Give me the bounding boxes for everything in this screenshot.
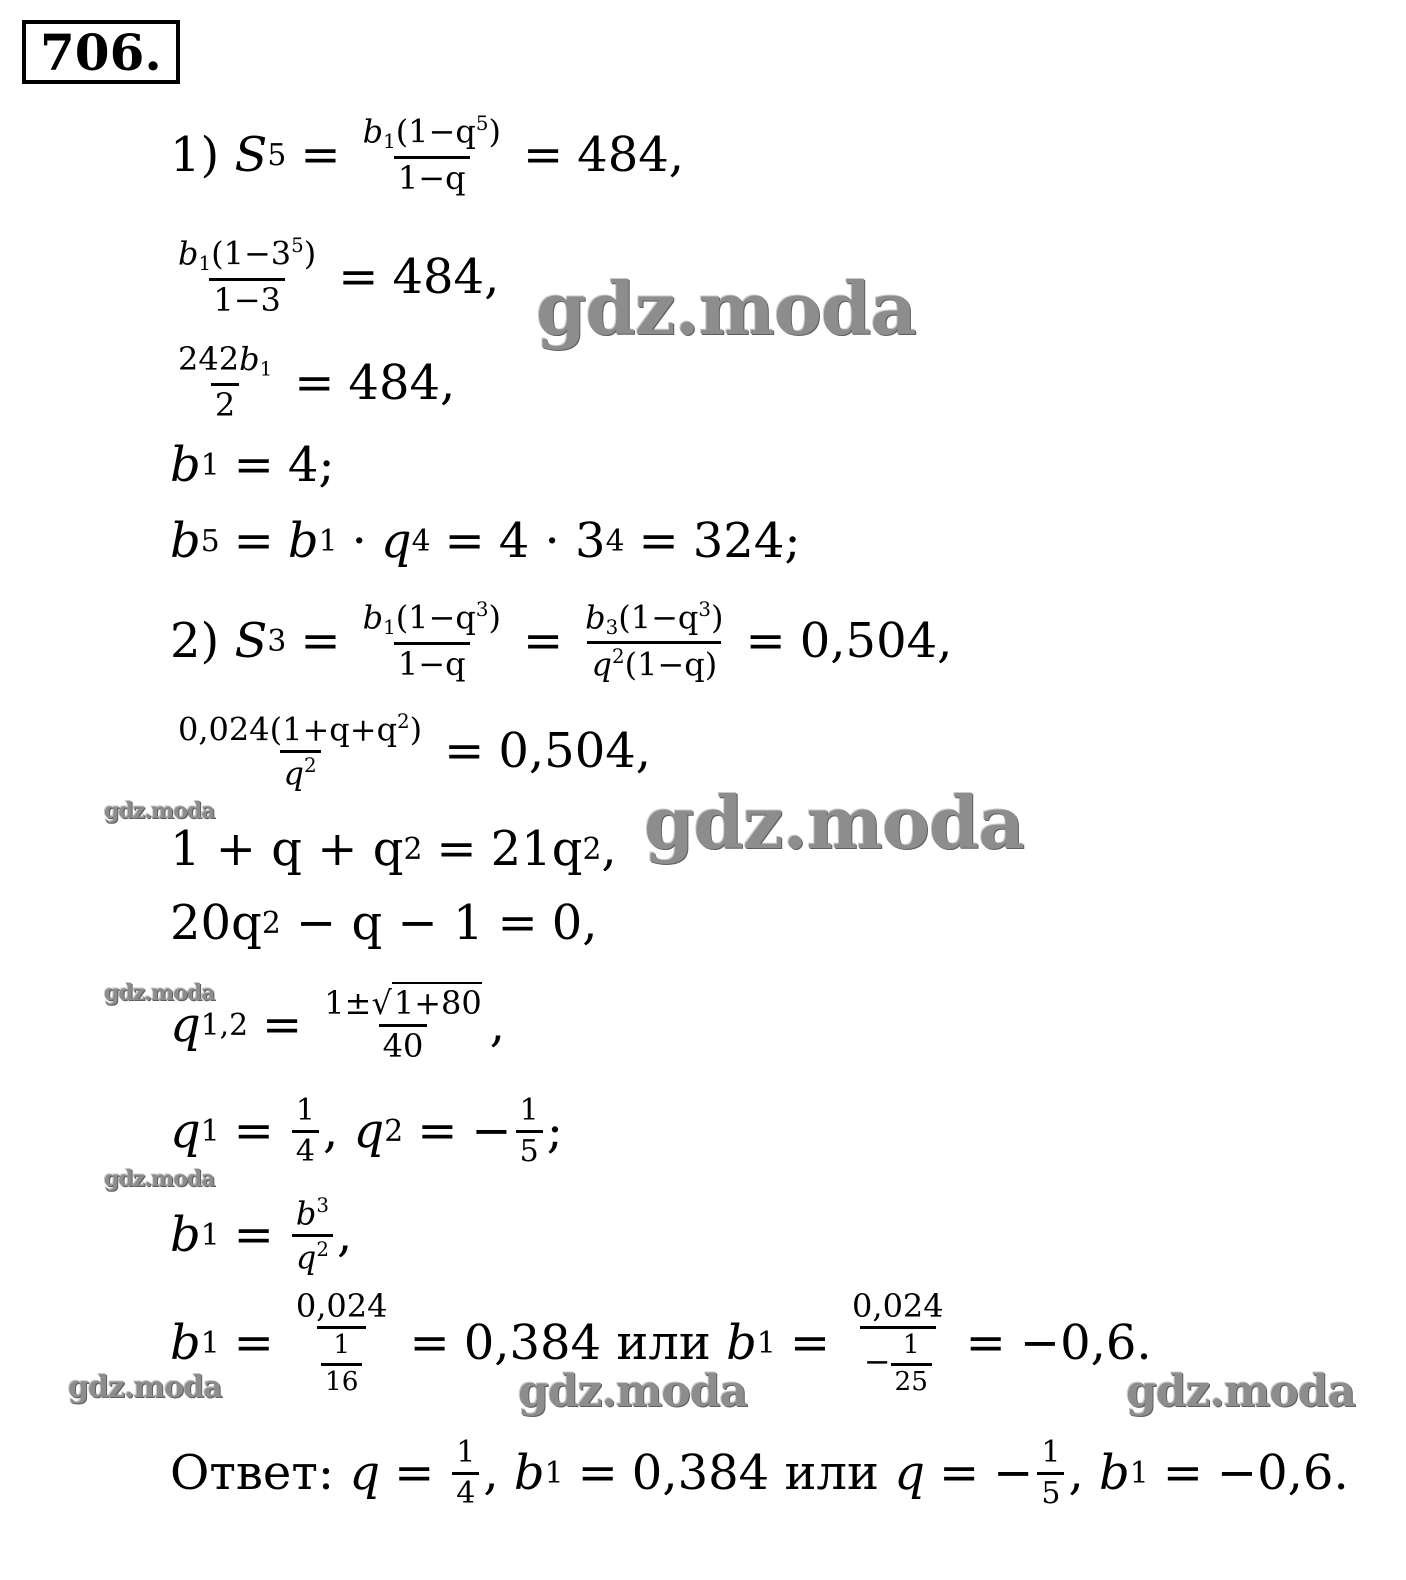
equation-line-13: b 1 = $\frac{0,024}{\frac{1}{16}}$ = 0,384 или b 1 = 0,024 − $\frac{1}{25}$ = −0,6. [170,1286,1152,1397]
equation-line-6 [170,596,952,686]
equals-sign: = [394,1445,435,1501]
simplified-fraction [174,340,276,425]
equals-sign: = [789,1315,831,1371]
result-value: 0,504, [799,613,953,669]
b1-fraction-1: $\frac{0,024}{\frac{1}{16}}$ [295,1286,388,1397]
equals-sign: = [262,997,303,1053]
equals-sign: = [436,821,477,877]
equation-line-2 [170,232,499,322]
intermediate-value: 4 · 3 [498,513,606,569]
watermark: gdz.moda [104,980,215,1006]
sum-index: 3 [267,623,287,659]
result-value: 484, [392,249,500,305]
equals-sign: = [409,1315,450,1371]
watermark: gdz.moda [518,1366,748,1417]
fraction-denominator: 2 [211,383,239,423]
equals-sign: = [233,437,274,493]
watermark: gdz.moda [104,1166,215,1192]
equals-sign: = [938,1445,980,1501]
term-symbol: b [170,437,201,493]
equation-line-7 [170,706,651,796]
quadratic-fraction: $\frac{0,024(1+q+q^2)}{q^2}$ [178,709,423,792]
equals-sign: = [444,723,485,779]
watermark: gdz.moda [1126,1366,1356,1417]
equation-line-3 [170,338,455,428]
sum-formula-fraction [359,112,505,198]
rewritten-fraction: $\frac{b_3(1-q^3)}{q^2(1-q)}$ [585,597,724,684]
equals-sign: = [745,613,786,669]
term-symbol: b [170,513,201,569]
equals-sign: = [233,513,274,569]
equals-sign: = [965,1315,1006,1371]
root-2-fraction: $\frac{1}{5}$ [516,1095,543,1167]
watermark: gdz.moda [104,798,215,824]
equals-sign: = [577,1445,618,1501]
roots-formula-fraction: $\frac{1\pm√1+80}{40}$ [324,983,482,1065]
dot-operator: · [351,513,367,569]
fraction-numerator: $b_1(1-3^5)$ [178,234,317,276]
equation-line-11: q 1 = $\frac{1}{4}$ , q 2 = − $\frac{1}{5}$ ; [170,1093,563,1169]
equation-line-12: b 1 = $\frac{b^3}{q^2}$ , [170,1193,353,1276]
b1-fraction-2: 0,024 − $\frac{1}{25}$ [852,1286,944,1397]
first-term-fraction: $\frac{b^3}{q^2}$ [292,1196,333,1275]
equals-sign: = [300,613,341,669]
result-value: −0,6. [1216,1445,1349,1501]
result-value: −0,6. [1019,1315,1152,1371]
equation-line-10: q 1,2 = $\frac{1\pm√1+80}{40}$ , [170,983,505,1065]
watermark: gdz.moda [536,266,916,351]
equals-sign: = [444,513,485,569]
root-1-fraction: $\frac{1}{4}$ [292,1095,319,1167]
term-index: 5 [200,523,220,559]
sum-index: 5 [267,137,287,173]
equals-sign: = [638,513,679,569]
equation-line-9: 20q 2 − q − 1 = 0, [170,895,598,951]
watermark: gdz.moda [644,780,1024,865]
result-value: 4; [287,437,335,493]
step-label: 2) [170,613,220,669]
result-value: 484, [348,355,456,411]
result-value: 324; [692,513,801,569]
term-index: 1 [200,447,220,483]
fraction-numerator: $242b_1$ [178,340,273,381]
substituted-fraction [174,234,320,320]
equation-line-5: b 5 = b 1 · q 4 = 4 · 3 4 = 324; [170,513,801,569]
result-value: 0, [551,895,598,951]
result-value: 484, [577,127,685,183]
sqrt-icon: √ [371,983,392,1022]
fraction-numerator: $b_1(1-q^5)$ [362,112,501,154]
fraction-denominator: 1−q [394,156,470,196]
answer-line: Ответ: q = $\frac{1}{4}$ , b 1 = 0,384 или q = − $\frac{1}{5}$ , b 1 = −0,6. [170,1435,1349,1511]
sum-formula-fraction: $\frac{b_1(1-q^3)}{1-q}$ [362,598,501,684]
result-value: 0,504, [498,723,652,779]
equals-sign: = [233,1207,274,1263]
equals-sign: = [338,249,379,305]
step-label: 1) [170,127,220,183]
equals-sign: = [300,127,341,183]
answer-label: Ответ: [170,1445,335,1501]
sum-symbol: S [234,613,268,669]
sum-symbol: S [234,127,268,183]
equals-sign: = [497,895,538,951]
problem-number: 706. [22,20,180,84]
equation-line-1 [170,110,684,200]
equals-sign: = [522,127,564,183]
equals-sign: = [233,1315,274,1371]
equals-sign: = [522,613,564,669]
watermark: gdz.moda [68,1370,222,1405]
equals-sign: = [417,1103,458,1159]
equation-line-8: 1 + q + q 2 = 21q 2 , [170,821,617,877]
equals-sign: = [1162,1445,1203,1501]
equals-sign: = [294,355,335,411]
equals-sign: = [233,1103,274,1159]
fraction-denominator: 1−3 [209,278,285,318]
